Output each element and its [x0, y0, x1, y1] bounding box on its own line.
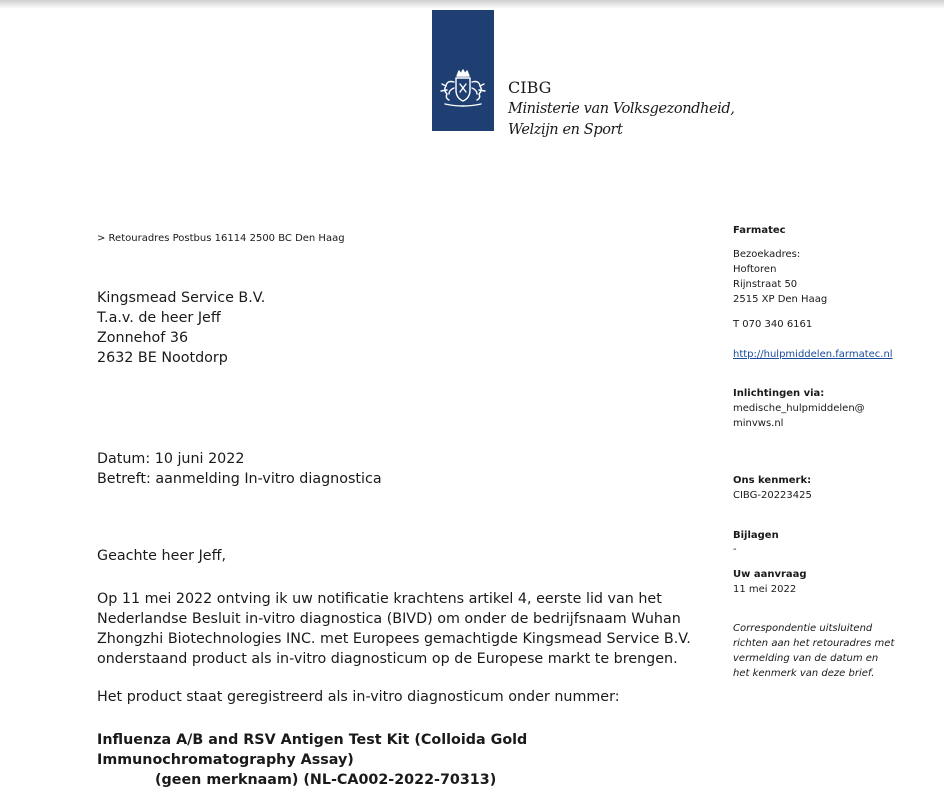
logo-block [432, 10, 494, 131]
product-registration-number: (geen merknaam) (NL-CA002-2022-70313) [155, 772, 497, 788]
sidebar-visit-building: Hoftoren [733, 264, 777, 275]
sidebar-note-line: vermelding van de datum en [733, 653, 879, 664]
sidebar-visit-street: Rijnstraat 50 [733, 279, 798, 290]
ministry-line-1: Ministerie van Volksgezondheid, [508, 101, 735, 117]
sidebar-request-label: Uw aanvraag [733, 569, 807, 580]
letter-date: Datum: 10 juni 2022 [97, 451, 245, 467]
org-abbreviation: CIBG [508, 78, 552, 97]
sidebar-ref-label: Ons kenmerk: [733, 475, 812, 486]
body-paragraph [97, 589, 737, 669]
ministry-name [508, 99, 748, 141]
recipient-company: Kingsmead Service B.V. [97, 290, 266, 306]
recipient-street: Zonnehof 36 [97, 330, 189, 346]
body-line: onderstaand product als in-vitro diagnosticum op de Europese markt te brengen. [97, 651, 678, 667]
product-name [97, 730, 527, 790]
sidebar-website-link[interactable]: http://hulpmiddelen.farmatec.nl [733, 349, 893, 360]
body-line: Zhongzhi Biotechnologies INC. met Europees gemachtigde Kingsmead Service B.V. [97, 631, 691, 647]
sidebar-note-line: Correspondentie uitsluitend [733, 623, 873, 634]
sidebar-info-email-2: minvws.nl [733, 418, 784, 429]
return-address: > Retouradres Postbus 16114 2500 BC Den Haag [97, 233, 345, 244]
ministry-line-2: Welzijn en Sport [508, 122, 623, 138]
crest-icon [435, 68, 491, 110]
sidebar-phone: T 070 340 6161 [733, 319, 813, 330]
product-line: Immunochromatography Assay) [97, 752, 354, 768]
product-line: Influenza A/B and RSV Antigen Test Kit (Colloida Gold [97, 732, 528, 748]
registration-line: Het product staat geregistreerd als in-vitro diagnosticum onder nummer: [97, 689, 620, 705]
sidebar-attachments-label: Bijlagen [733, 530, 779, 541]
letter-meta [97, 449, 382, 489]
salutation: Geachte heer Jeff, [97, 548, 226, 564]
body-line: Nederlandse Besluit in-vitro diagnostica (BIVD) om onder de bedrijfsnaam Wuhan [97, 611, 681, 627]
sidebar-visit-label: Bezoekadres: [733, 249, 801, 260]
sidebar-visit-city: 2515 XP Den Haag [733, 294, 828, 305]
sidebar-info-label: Inlichtingen via: [733, 388, 825, 399]
sidebar-department: Farmatec [733, 225, 786, 236]
recipient-attention: T.a.v. de heer Jeff [97, 310, 221, 326]
body-line: Op 11 mei 2022 ontving ik uw notificatie krachtens artikel 4, eerste lid van het [97, 591, 662, 607]
sidebar-note-line: het kenmerk van deze brief. [733, 668, 875, 679]
recipient-city: 2632 BE Nootdorp [97, 350, 228, 366]
recipient-address [97, 288, 265, 368]
window-top-edge [0, 0, 944, 9]
sidebar-attachments-value: - [733, 544, 737, 555]
sidebar-note-line: richten aan het retouradres met [733, 638, 895, 649]
letter-subject: Betreft: aanmelding In-vitro diagnostica [97, 471, 382, 487]
sidebar-request-value: 11 mei 2022 [733, 584, 797, 595]
sidebar-ref-value: CIBG-20223425 [733, 490, 812, 501]
sidebar-info-email-1: medische_hulpmiddelen@ [733, 403, 865, 414]
